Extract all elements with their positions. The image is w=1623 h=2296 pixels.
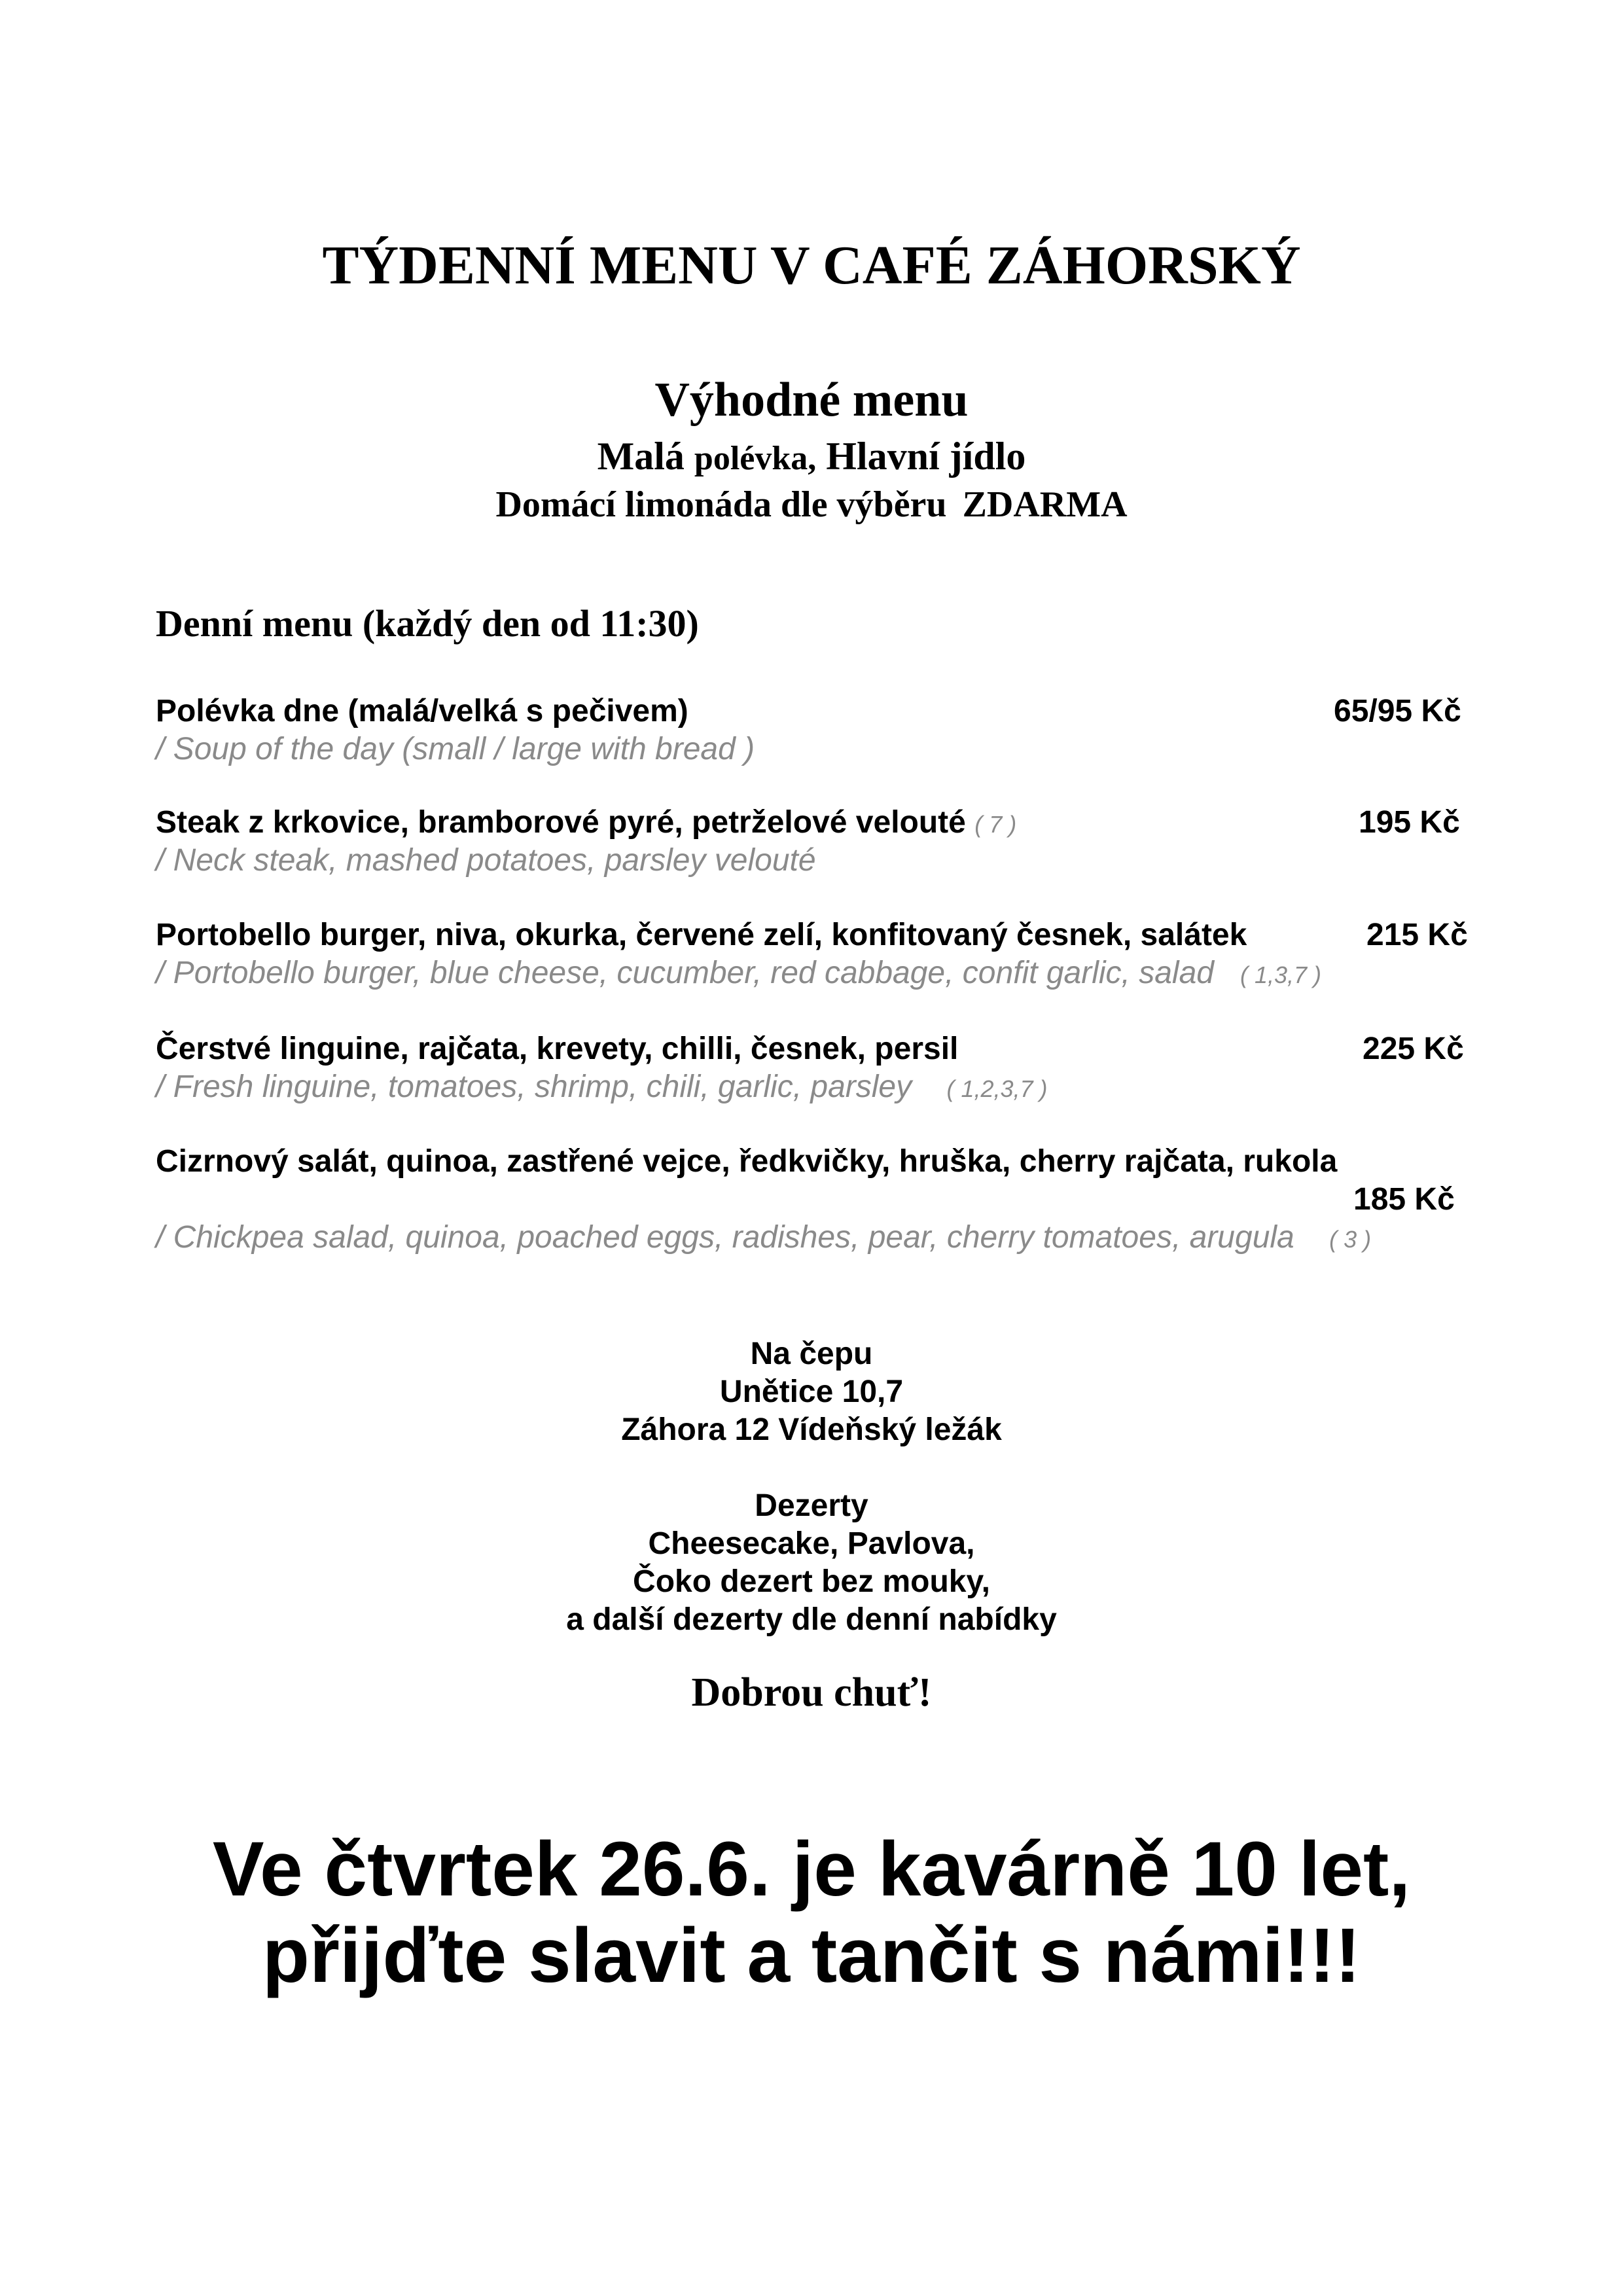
menu-item-name-en: / Fresh linguine, tomatoes, shrimp, chili, garlic, parsley ( 1,2,3,7 ): [156, 1069, 1048, 1104]
menu-item-name-en: / Portobello burger, blue cheese, cucumber, red cabbage, confit garlic, salad ( 1,3,7 ): [156, 956, 1322, 990]
offer-free-label: ZDARMA: [962, 484, 1128, 525]
offer-contents-part1: Malá: [597, 435, 685, 478]
offer-contents-part2: polévka,: [694, 440, 817, 477]
on-tap-section: [0, 1335, 1623, 1449]
offer-contents: [0, 432, 1623, 483]
announcement-line2: přijďte slavit a tančit s námi!!!: [262, 1912, 1361, 1999]
farewell-text: Dobrou chuť!: [691, 1670, 932, 1715]
beer-item: Záhora 12 Vídeňský ležák: [621, 1412, 1002, 1447]
offer-free-drink: [0, 482, 1623, 528]
menu-item-price: 185 Kč: [1353, 1182, 1455, 1217]
offer-title: Výhodné menu: [654, 373, 969, 427]
announcement-line1: Ve čtvrtek 26.6. je kavárně 10 let,: [212, 1826, 1411, 1912]
menu-item-price: 225 Kč: [1363, 1031, 1464, 1066]
offer-contents-part3: Hlavní jídlo: [826, 435, 1026, 478]
daily-menu-heading: Denní menu (každý den od 11:30): [156, 602, 699, 645]
dessert-line: Čoko dezert bez mouky,: [633, 1564, 990, 1599]
dessert-line: Cheesecake, Pavlova,: [648, 1526, 975, 1561]
desserts-section: [0, 1487, 1623, 1639]
offer-drink-text: Domácí limonáda dle výběru: [495, 484, 947, 525]
menu-item-name-en: / Neck steak, mashed potatoes, parsley velouté: [156, 843, 816, 878]
menu-item-price: 65/95 Kč: [1334, 694, 1461, 728]
menu-item-price: 195 Kč: [1359, 805, 1460, 840]
desserts-heading: Dezerty: [755, 1488, 868, 1523]
menu-item-name-en: / Chickpea salad, quinoa, poached eggs, radishes, pear, cherry tomatoes, arugula ( 3 ): [156, 1220, 1372, 1255]
menu-item-name-cz: Polévka dne (malá/velká s pečivem): [156, 694, 688, 728]
menu-item-name-cz: Portobello burger, niva, okurka, červené zelí, konfitovaný česnek, salátek: [156, 918, 1247, 952]
menu-item-name-cz: Čerstvé linguine, rajčata, krevety, chilli, česnek, persil: [156, 1031, 959, 1066]
menu-item-price: 215 Kč: [1366, 918, 1468, 952]
menu-item-name-cz: Steak z krkovice, bramborové pyré, petrželové velouté ( 7 ): [156, 805, 1017, 840]
beer-item: Unětice 10,7: [719, 1374, 904, 1409]
menu-item-allergens: ( 1,2,3,7 ): [946, 1075, 1048, 1102]
menu-item-name-en: / Soup of the day (small / large with bread ): [156, 732, 755, 766]
menu-item-allergens: ( 1,3,7 ): [1240, 961, 1322, 988]
menu-item-allergens: ( 3 ): [1329, 1226, 1372, 1253]
anniversary-announcement: [0, 1826, 1623, 1999]
on-tap-heading: Na čepu: [750, 1336, 873, 1371]
page-title: TÝDENNÍ MENU V CAFÉ ZÁHORSKÝ: [322, 235, 1301, 296]
menu-item-name-cz: Cizrnový salát, quinoa, zastřené vejce, ředkvičky, hruška, cherry rajčata, rukola: [156, 1144, 1338, 1179]
dessert-line: a další dezerty dle denní nabídky: [566, 1602, 1057, 1637]
menu-item-allergens: ( 7 ): [974, 811, 1017, 838]
